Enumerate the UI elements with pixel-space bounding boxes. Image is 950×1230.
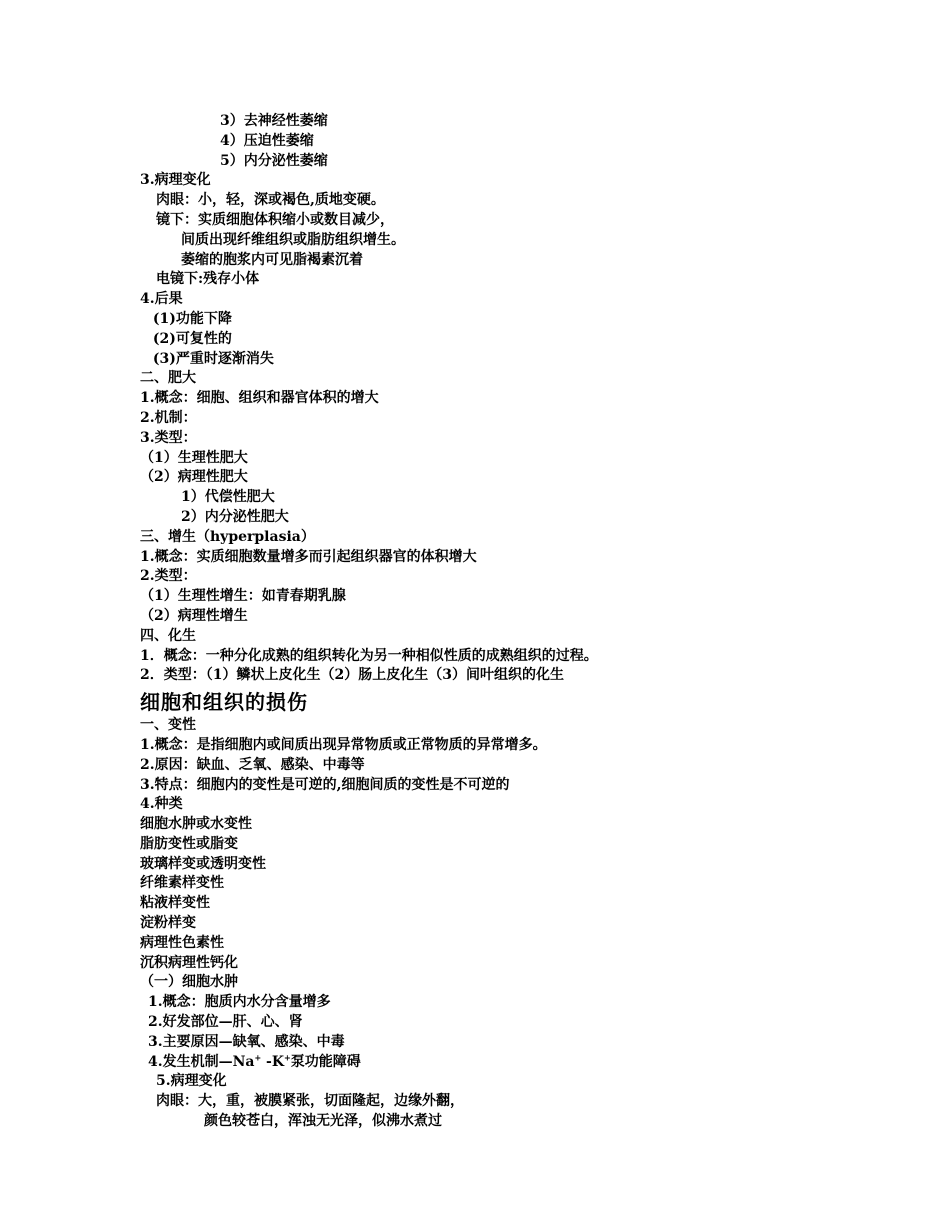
text-line: 4）压迫性萎缩 xyxy=(220,132,314,149)
section-title: 细胞和组织的损伤 xyxy=(140,690,308,715)
text-line: 5）内分泌性萎缩 xyxy=(220,152,328,169)
text-line: 病理性色素性 xyxy=(140,934,224,951)
text-line: 3）去神经性萎缩 xyxy=(220,113,328,129)
text-line: 一、变性 xyxy=(140,717,196,734)
text-line: 粘液样变性 xyxy=(140,895,210,912)
text-line: 2.类型： xyxy=(140,568,197,585)
text-line: 四、化生 xyxy=(140,627,196,644)
text-line: 4.后果 xyxy=(140,291,183,308)
text-line: 1）代偿性肥大 xyxy=(181,489,275,506)
text-line: 1．概念：一种分化成熟的组织转化为另一种相似性质的成熟组织的过程。 xyxy=(140,647,598,664)
text-line: 3.主要原因—缺氧、感染、中毒 xyxy=(148,1033,345,1050)
text-line: 4.种类 xyxy=(140,796,183,813)
text-line xyxy=(140,1053,900,1073)
text-line: 脂肪变性或脂变 xyxy=(140,835,238,852)
text-line: (3)严重时逐渐消失 xyxy=(148,350,274,367)
text-line: 沉积病理性钙化 xyxy=(140,954,238,971)
text-line: 镜下：实质细胞体积缩小或数目减少， xyxy=(156,211,394,228)
text-line: 2.好发部位—肝、心、肾 xyxy=(148,1014,303,1031)
superscript: + xyxy=(254,1052,262,1062)
text-line: （1）生理性肥大 xyxy=(140,449,248,466)
text-line: (2)可复性的 xyxy=(148,330,232,347)
text-line: 纤维素样变性 xyxy=(140,875,224,892)
text-line: 三、增生（hyperplasia） xyxy=(140,528,315,545)
text-line: 2）内分泌性肥大 xyxy=(181,508,289,525)
text-line: 间质出现纤维组织或脂肪组织增生。 xyxy=(181,231,405,248)
superscript: + xyxy=(284,1052,291,1062)
text-line: 3.类型： xyxy=(140,429,197,446)
document-body xyxy=(140,112,900,1132)
text-line: 淀粉样变 xyxy=(140,915,196,932)
text-line: 肉眼：大，重，被膜紧张，切面隆起，边缘外翻， xyxy=(156,1093,464,1110)
text-line: 3.特点：细胞内的变性是可逆的,细胞间质的变性是不可逆的 xyxy=(140,776,510,793)
line-text-part: 4.发生机制—Na xyxy=(148,1053,255,1070)
text-line: 萎缩的胞浆内可见脂褐素沉着 xyxy=(181,251,363,268)
text-line: 1.概念：细胞、组织和器官体积的增大 xyxy=(140,390,379,407)
text-line: 颜色较苍白，浑浊无光泽，似沸水煮过 xyxy=(204,1113,442,1130)
text-line: 5.病理变化 xyxy=(156,1073,227,1090)
text-line: （一）细胞水肿 xyxy=(140,974,238,991)
text-line: （2）病理性增生 xyxy=(140,607,248,624)
text-line: (1)功能下降 xyxy=(148,310,232,327)
text-line: 1.概念：胞质内水分含量增多 xyxy=(148,994,331,1011)
text-line: 2．类型：（1）鳞状上皮化生（2）肠上皮化生（3）间叶组织的化生 xyxy=(140,667,564,684)
text-line: 电镜下:残存小体 xyxy=(156,271,260,288)
line-text-part: -K xyxy=(261,1053,285,1070)
text-line: 2.机制： xyxy=(140,409,197,426)
text-line: 2.原因：缺血、乏氧、感染、中毒等 xyxy=(140,756,365,773)
text-line: 玻璃样变或透明变性 xyxy=(140,855,266,872)
text-line: 细胞水肿或水变性 xyxy=(140,816,252,833)
text-line: 1.概念：实质细胞数量增多而引起组织器官的体积增大 xyxy=(140,548,477,565)
text-line: 肉眼：小，轻，深或褐色,质地变硬。 xyxy=(156,192,385,209)
line-text-part: 泵功能障碍 xyxy=(290,1053,361,1070)
text-line: 二、肥大 xyxy=(140,370,196,387)
text-line: （1）生理性增生：如青春期乳腺 xyxy=(140,588,346,605)
text-line: 1.概念：是指细胞内或间质出现异常物质或正常物质的异常增多。 xyxy=(140,736,547,753)
text-line: 3.病理变化 xyxy=(140,172,211,189)
text-line: （2）病理性肥大 xyxy=(140,469,248,486)
